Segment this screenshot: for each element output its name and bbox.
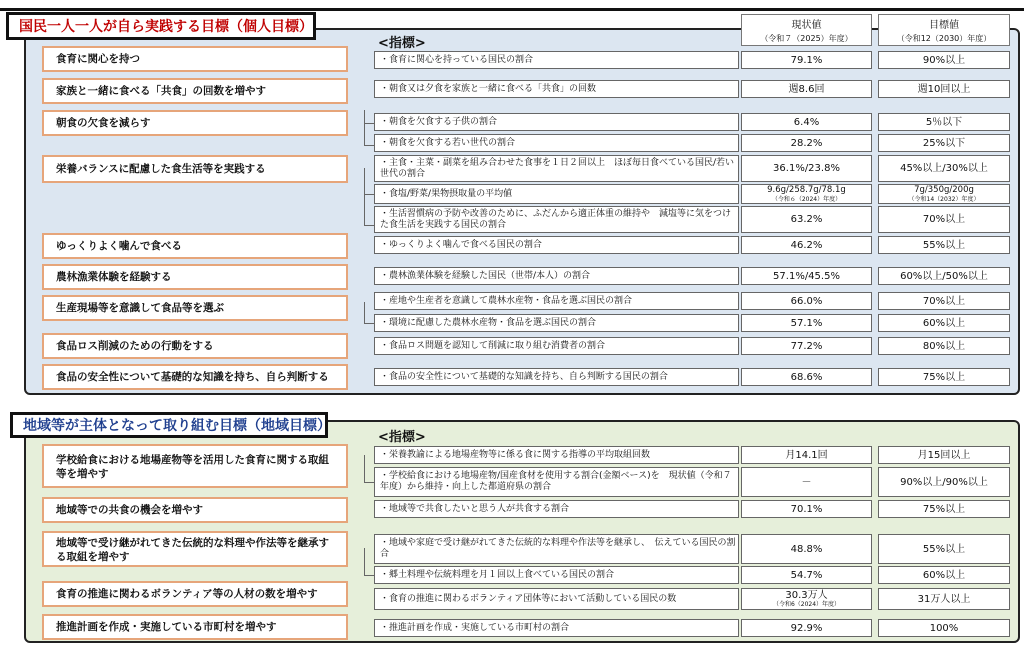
current-value: 週8.6回 (788, 83, 825, 95)
current-value: 63.2% (790, 214, 823, 225)
target-volunteers (878, 588, 1010, 610)
target-eco-friendly (878, 314, 1010, 332)
current-year-note: （令和6（2024）年度） (772, 601, 841, 608)
target-value: 60%以上/50%以上 (900, 270, 988, 282)
indicator-salt-veg-fruit: ・食塩/野菜/果物摂取量の平均値 (374, 184, 739, 204)
target-community-meals (878, 500, 1010, 518)
current-community-meals (741, 500, 872, 518)
current-value: 77.2% (790, 340, 823, 352)
target-local-cuisine-monthly (878, 566, 1010, 584)
current-volunteers (741, 588, 872, 610)
indicator-label-personal: <指標> (378, 36, 426, 51)
current-children-breakfast (741, 113, 872, 131)
target-value: 90%以上 (922, 54, 966, 66)
indicator-label-regional: <指標> (378, 430, 426, 445)
target-value: 100% (929, 622, 959, 634)
target-food-interest (878, 51, 1010, 69)
connector-line (364, 168, 365, 226)
target-value: 7g/350g/200g (914, 185, 974, 195)
goal-volunteers: 食育の推進に関わるボランティア等の人材の数を増やす (42, 581, 348, 607)
current-value: 6.4% (793, 116, 820, 128)
indicator-youth-breakfast: ・朝食を欠食する若い世代の割合 (374, 134, 739, 152)
current-header-label: 現状値 (791, 20, 822, 31)
indicator-farming-experience: ・農林漁業体験を経験した国民（世帯/本人）の割合 (374, 267, 739, 285)
target-salt-veg-fruit (878, 184, 1010, 204)
target-value: 75%以上 (922, 503, 966, 515)
goal-shared-meals: 家族と一緒に食べる「共食」の回数を増やす (42, 78, 348, 104)
current-municipal-plans (741, 619, 872, 637)
connector-line (364, 225, 374, 226)
target-value: 31万人以上 (917, 593, 971, 605)
current-producer-aware (741, 292, 872, 310)
current-value: 28.2% (790, 137, 823, 149)
goal-community-shared-meals: 地域等での共食の機会を増やす (42, 497, 348, 523)
target-value: 90%以上/90%以上 (900, 476, 988, 488)
indicator-tradition-inherit: ・地域や家庭で受け継がれてきた伝統的な料理や作法等を継承し、 伝えている国民の割合 (374, 534, 739, 564)
current-header-year: （令和７（2025）年度） (760, 34, 853, 43)
indicator-balanced-meals: ・主食・主菜・副菜を組み合わせた食事を１日２回以上 ほぼ毎日食べている国民/若い世代の割合 (374, 155, 739, 182)
indicator-local-cuisine-monthly: ・郷土料理や伝統料理を月１回以上食べている国民の割合 (374, 566, 739, 584)
goal-food-safety-knowledge: 食品の安全性について基礎的な知識を持ち、自ら判断する (42, 364, 348, 390)
target-value: 75%以上 (922, 371, 966, 383)
indicator-eco-friendly: ・環境に配慮した農林水産物・食品を選ぶ国民の割合 (374, 314, 739, 332)
target-children-breakfast (878, 113, 1010, 131)
target-food-loss (878, 337, 1010, 355)
connector-line (364, 455, 365, 483)
current-tradition-inherit (741, 534, 872, 564)
target-value: 80%以上 (922, 340, 966, 352)
target-value: 25%以下 (922, 137, 966, 149)
goal-traditional-cuisine: 地域等で受け継がれてきた伝統的な料理や作法等を継承する取組を増やす (42, 531, 348, 567)
indicator-local-ingredients: ・学校給食における地場産物/国産食材を使用する割合(金額ベース)を 現状値（令和７年度）から維持・向上した都道府県の割合 (374, 467, 739, 497)
connector-line (364, 145, 374, 146)
current-value: 46.2% (790, 239, 823, 251)
current-value: 月14.1回 (785, 449, 828, 461)
indicator-municipal-plans: ・推進計画を作成・実施している市町村の割合 (374, 619, 739, 637)
current-value: － (801, 476, 812, 488)
indicator-producer-aware: ・産地や生産者を意識して農林水産物・食品を選ぶ国民の割合 (374, 292, 739, 310)
indicator-lifestyle-diet: ・生活習慣病の予防や改善のために、ふだんから適正体重の維持や 減塩等に気をつけた食生活を実践する国民の割合 (374, 206, 739, 233)
current-local-ingredients (741, 467, 872, 497)
current-value: 79.1% (790, 54, 823, 66)
current-local-cuisine-monthly (741, 566, 872, 584)
current-nutrition-teacher (741, 446, 872, 464)
target-year-note: （令和14（2032）年度） (908, 196, 980, 203)
current-food-interest (741, 51, 872, 69)
connector-line (364, 123, 374, 124)
indicator-chew-slowly: ・ゆっくりよく噛んで食べる国民の割合 (374, 236, 739, 254)
current-value: 70.1% (790, 503, 823, 515)
personal-goals-title: 国民一人一人が自ら実践する目標（個人目標） (6, 12, 316, 40)
indicator-volunteers: ・食育の推進に関わるボランティア団体等において活動している国民の数 (374, 588, 739, 610)
target-value: 60%以上 (922, 317, 966, 329)
indicator-children-breakfast: ・朝食を欠食する子供の割合 (374, 113, 739, 131)
target-value: 55%以上 (922, 239, 966, 251)
current-salt-veg-fruit (741, 184, 872, 204)
target-municipal-plans (878, 619, 1010, 637)
target-youth-breakfast (878, 134, 1010, 152)
target-value: 5％以下 (925, 116, 963, 128)
target-value: 45%以上/30%以上 (900, 163, 988, 174)
current-value: 30.3万人 (785, 590, 828, 601)
connector-line (364, 323, 374, 324)
indicator-food-safety: ・食品の安全性について基礎的な知識を持ち、自ら判断する国民の割合 (374, 368, 739, 386)
target-tradition-inherit (878, 534, 1010, 564)
connector-line (364, 482, 374, 483)
connector-line (364, 548, 365, 576)
current-farming-experience (741, 267, 872, 285)
target-local-ingredients (878, 467, 1010, 497)
current-chew-slowly (741, 236, 872, 254)
target-shared-meals (878, 80, 1010, 98)
goal-conscious-food-choice: 生産現場等を意識して食品等を選ぶ (42, 295, 348, 321)
target-value: 70%以上 (922, 214, 966, 225)
current-balanced-meals (741, 155, 872, 182)
target-balanced-meals (878, 155, 1010, 182)
target-nutrition-teacher (878, 446, 1010, 464)
goal-food-interest: 食育に関心を持つ (42, 46, 348, 72)
current-lifestyle-diet (741, 206, 872, 233)
current-value-header (741, 14, 872, 46)
current-value: 92.9% (790, 622, 823, 634)
current-eco-friendly (741, 314, 872, 332)
current-value: 48.8% (790, 543, 823, 555)
connector-line (364, 194, 374, 195)
current-youth-breakfast (741, 134, 872, 152)
target-header-label: 目標値 (929, 20, 959, 31)
top-rule (0, 8, 1024, 11)
indicator-community-meals: ・地域等で共食したいと思う人が共食する割合 (374, 500, 739, 518)
target-lifestyle-diet (878, 206, 1010, 233)
current-value: 54.7% (790, 569, 823, 581)
regional-goals-title: 地域等が主体となって取り組む目標（地域目標） (10, 412, 328, 438)
target-farming-experience (878, 267, 1010, 285)
current-value: 68.6% (790, 371, 823, 383)
current-value: 66.0% (790, 295, 823, 307)
connector-line (364, 302, 365, 324)
current-value: 9.6g/258.7g/78.1g (767, 185, 846, 195)
connector-line (364, 575, 374, 576)
current-value: 36.1%/23.8% (773, 163, 840, 174)
target-food-safety (878, 368, 1010, 386)
target-header-year: （令和12（2030）年度） (896, 34, 992, 43)
connector-line (364, 110, 365, 146)
target-value: 55%以上 (922, 543, 966, 555)
current-year-note: （令和６（2024）年度） (771, 196, 842, 203)
current-shared-meals (741, 80, 872, 98)
goal-school-lunch-local: 学校給食における地場産物等を活用した食育に関する取組等を増やす (42, 444, 348, 488)
target-value: 60%以上 (922, 569, 966, 581)
goal-balanced-diet: 栄養バランスに配慮した食生活等を実践する (42, 155, 348, 183)
target-chew-slowly (878, 236, 1010, 254)
target-value: 70%以上 (922, 295, 966, 307)
current-value: 57.1%/45.5% (773, 270, 840, 282)
indicator-shared-meals: ・朝食又は夕食を家族と一緒に食べる「共食」の回数 (374, 80, 739, 98)
current-food-loss (741, 337, 872, 355)
goal-farming-experience: 農林漁業体験を経験する (42, 264, 348, 290)
target-value: 週10回以上 (917, 83, 971, 95)
indicator-food-loss: ・食品ロス問題を認知して削減に取り組む消費者の割合 (374, 337, 739, 355)
goal-reduce-breakfast-skipping: 朝食の欠食を減らす (42, 110, 348, 136)
goal-food-loss-reduction: 食品ロス削減のための行動をする (42, 333, 348, 359)
goal-municipal-plans: 推進計画を作成・実施している市町村を増やす (42, 614, 348, 640)
target-producer-aware (878, 292, 1010, 310)
goal-chew-slowly: ゆっくりよく噛んで食べる (42, 233, 348, 259)
target-value-header (878, 14, 1010, 46)
current-food-safety (741, 368, 872, 386)
current-value: 57.1% (790, 317, 823, 329)
indicator-food-interest: ・食育に関心を持っている国民の割合 (374, 51, 739, 69)
indicator-nutrition-teacher: ・栄養教諭による地場産物等に係る食に関する指導の平均取組回数 (374, 446, 739, 464)
target-value: 月15回以上 (917, 449, 971, 461)
